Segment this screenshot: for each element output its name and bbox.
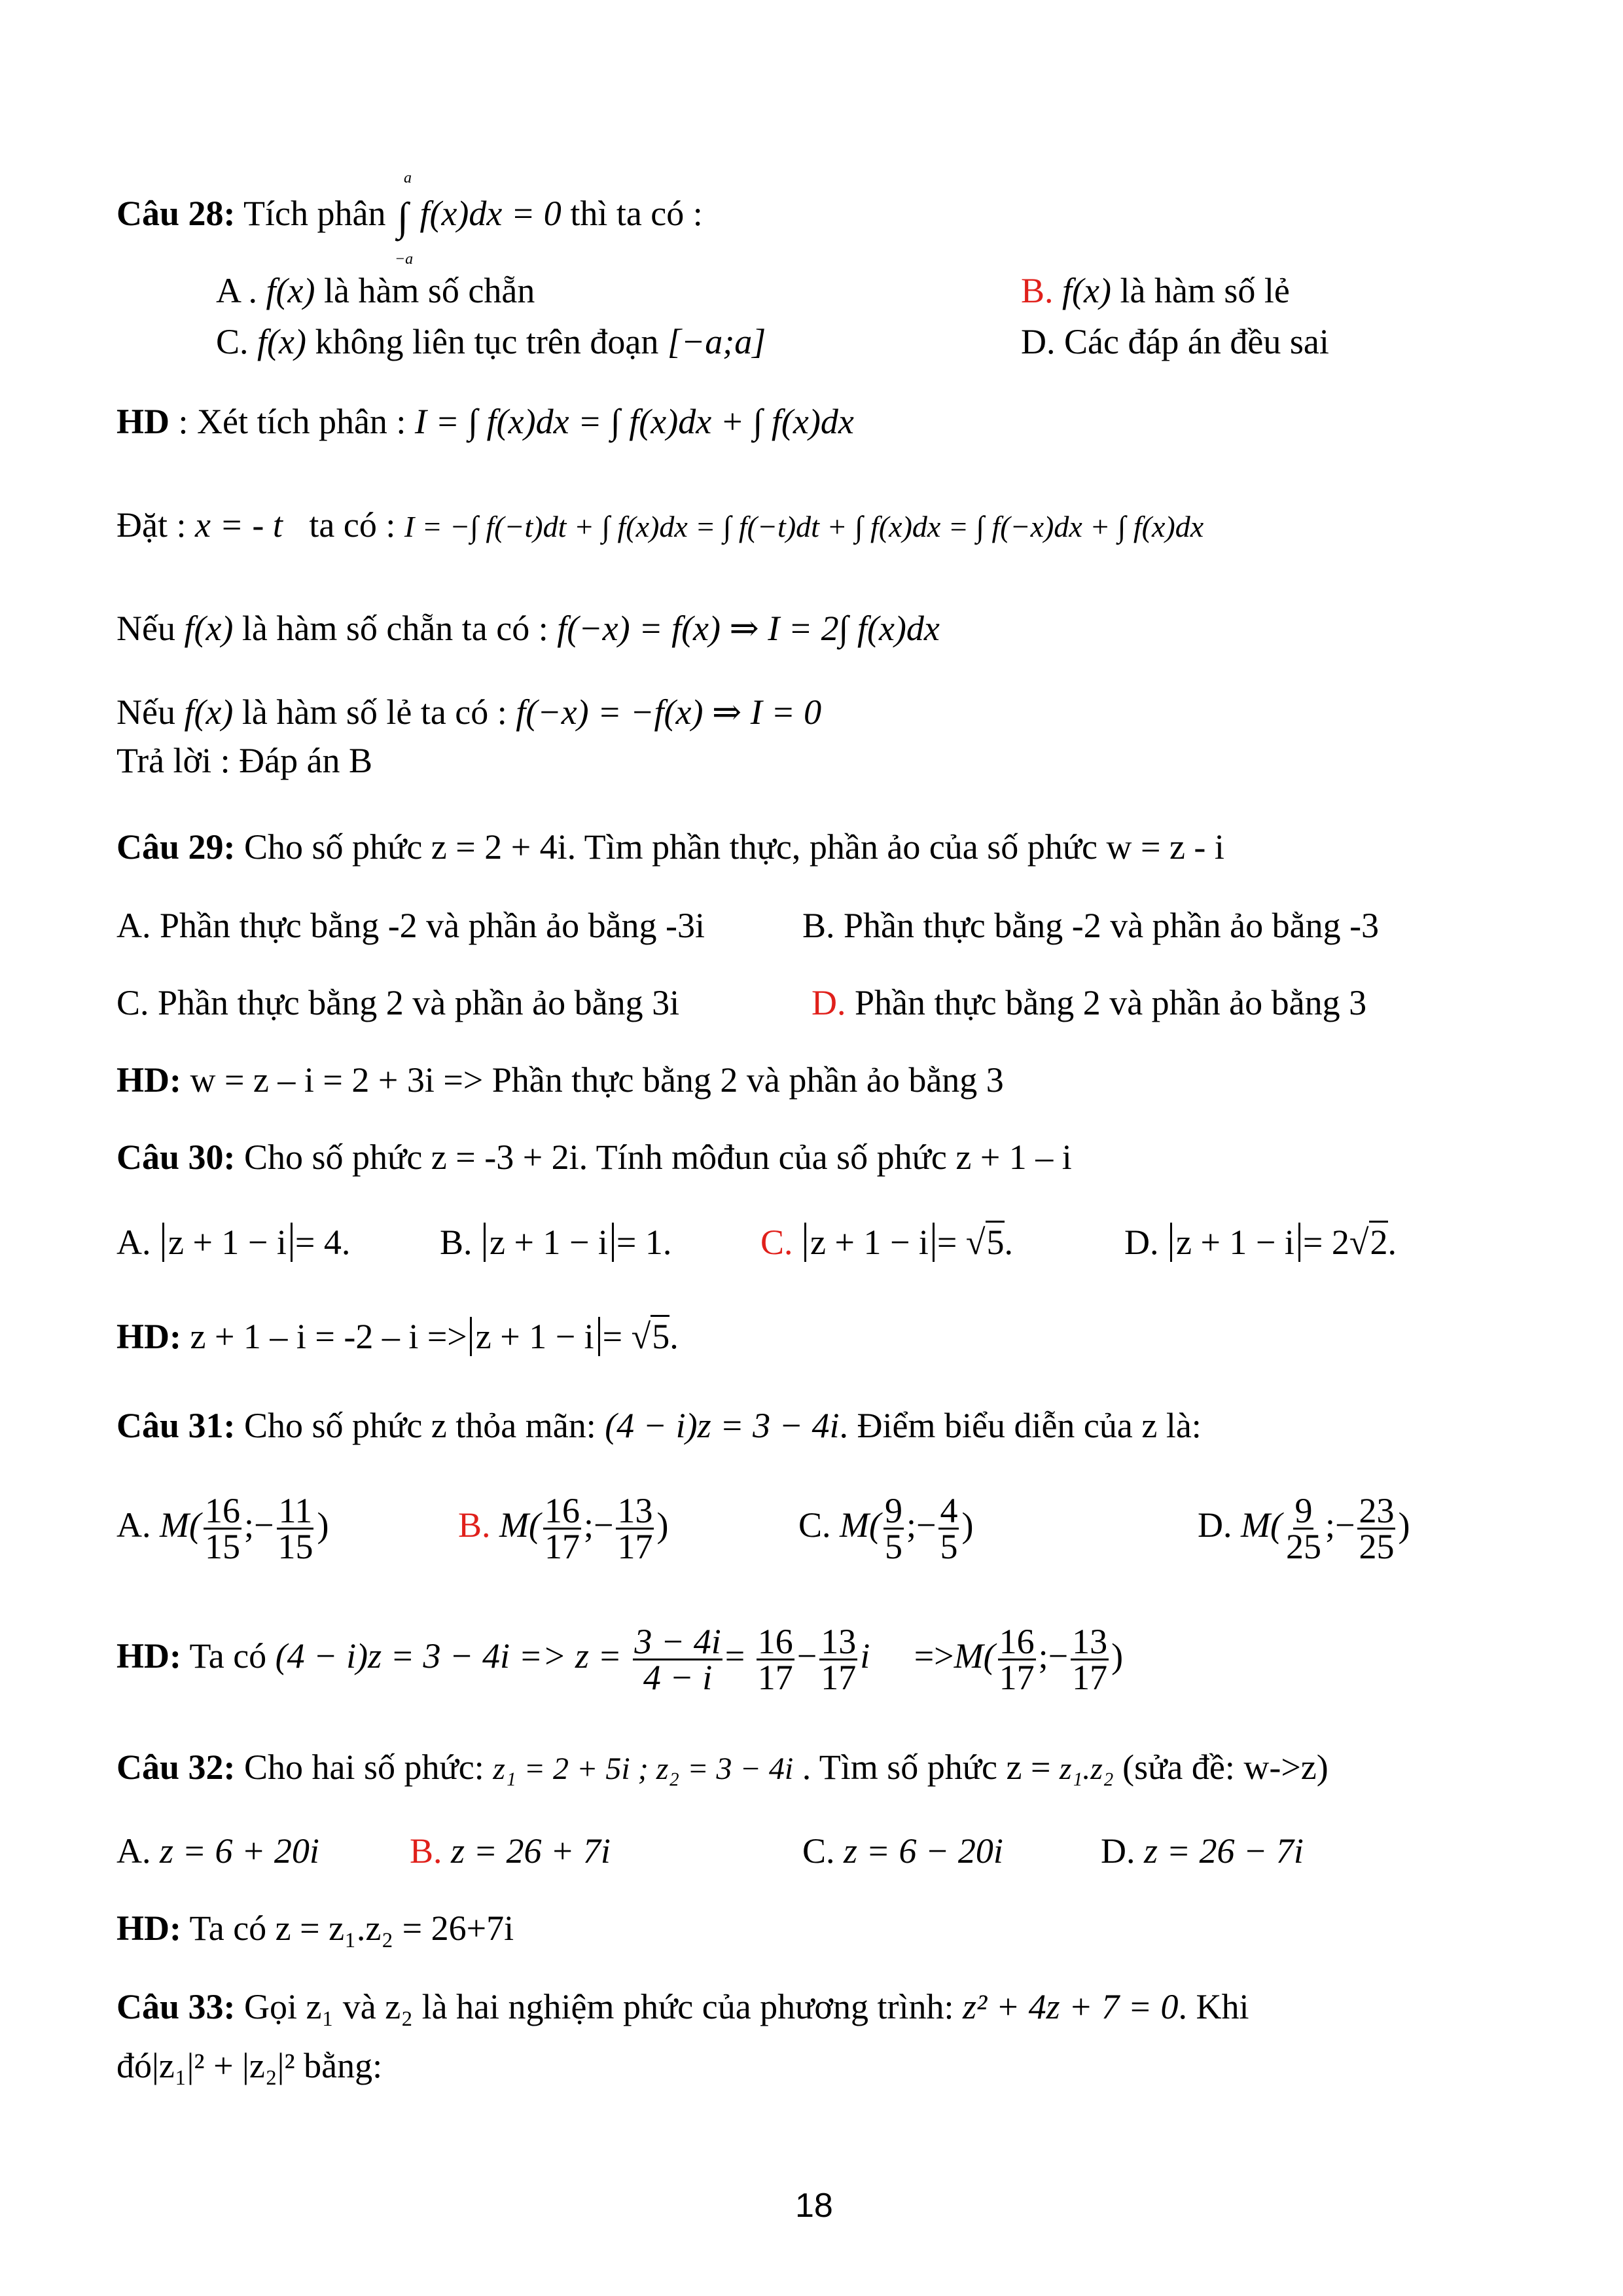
q28-opt-b-math: f(x): [1062, 271, 1111, 310]
fraction: [276, 1491, 314, 1567]
q29-label: Câu 29:: [116, 827, 236, 867]
q28-neu1-expr: f(−x) = f(x) ⇒ I = 2∫ f(x)dx: [557, 609, 940, 648]
q30-opt-a-abs: z + 1 − i: [162, 1223, 293, 1262]
q32-stem-a: Cho hai số phức:: [244, 1748, 484, 1787]
q32-opt-a-prefix: A.: [116, 1831, 151, 1871]
frac-num: 16: [204, 1491, 240, 1531]
integral-sign: ∫ a −a: [394, 169, 414, 268]
q30-opt-c-val: =: [936, 1223, 966, 1262]
q31-opt-d-prefix: D.: [1198, 1505, 1232, 1545]
fraction: [757, 1622, 794, 1698]
q28-opt-a-prefix: A .: [216, 271, 258, 310]
q30-hd-root: 5: [651, 1315, 669, 1356]
q29-stem: [116, 826, 1224, 868]
q32-opt-b-prefix: B.: [410, 1831, 442, 1871]
q28-neu2-expr: f(−x) = −f(x) ⇒ I = 0: [516, 692, 822, 732]
q32-opt-b: [410, 1830, 611, 1872]
q32-opt-d-prefix: D.: [1101, 1831, 1135, 1871]
int-lower: −a: [394, 250, 414, 268]
q28-hd-expr: I = ∫ f(x)dx = ∫ f(x)dx + ∫ f(x)dx: [414, 402, 854, 441]
q33-stem: [116, 1986, 1249, 2028]
frac-num: 13: [1072, 1622, 1108, 1662]
q29-opt-d-text: Phần thực bằng 2 và phần ảo bằng 3: [855, 983, 1367, 1022]
q29-opt-a: A. Phần thực bằng -2 và phần ảo bằng -3i: [116, 906, 705, 945]
q31-opt-a-prefix: A.: [116, 1505, 151, 1545]
q28-opt-c-math: f(x): [257, 322, 306, 361]
q32-opt-b-math: z = 26 + 7i: [451, 1831, 611, 1871]
q29-hd-label: HD:: [116, 1060, 181, 1100]
q28-dat-expr: I = −∫ f(−t)dt + ∫ f(x)dx = ∫ f(−t)dt + ∫ f(x)dx = ∫ f(−x)dx + ∫ f(x)dx: [404, 510, 1204, 543]
q31-stem-a: Cho số phức z thỏa mãn:: [244, 1406, 596, 1445]
frac-den: 17: [1072, 1658, 1108, 1698]
q31-stem-b: . Điểm biểu diễn của z là:: [839, 1406, 1202, 1445]
q29-opt-c: C. Phần thực bằng 2 và phần ảo bằng 3i: [116, 983, 680, 1022]
q30-opt-c-abs: z + 1 − i: [804, 1223, 935, 1262]
q30-opt-b-abs: z + 1 − i: [484, 1223, 614, 1262]
frac-num: 9: [1294, 1491, 1313, 1531]
frac-den: 5: [885, 1527, 902, 1567]
q30-opt-d-abs: z + 1 − i: [1170, 1223, 1300, 1262]
q30-hd: HD: z + 1 – i = -2 – i => z + 1 − i = √5.: [116, 1316, 679, 1357]
q30-opt-c-root: 5: [986, 1221, 1005, 1262]
frac-den: 17: [544, 1527, 580, 1567]
frac-num: 11: [278, 1491, 313, 1531]
q33-stem-math: z² + 4z + 7 = 0: [962, 1987, 1179, 2026]
q31-opt-b-prefix: B.: [458, 1505, 491, 1545]
q32-stem-b: . Tìm số phức z =: [802, 1748, 1051, 1787]
q31-stem: [116, 1405, 1202, 1446]
frac-den: 4 − i: [643, 1658, 713, 1698]
frac-den: 17: [821, 1658, 857, 1698]
q32-opt-a-math: z = 6 + 20i: [160, 1831, 319, 1871]
q28-dat-text: Đặt :: [116, 505, 187, 545]
frac-den: 25: [1285, 1527, 1321, 1567]
q32-opt-a: [116, 1830, 319, 1872]
q33-stem-2: [116, 2045, 382, 2087]
q32-hd-text: Ta có z = z₁.z₂ = 26+7i: [189, 1909, 514, 1948]
q30-label: Câu 30:: [116, 1138, 236, 1177]
q30-hd-text: z + 1 – i = -2 – i =>: [190, 1317, 467, 1356]
frac-num: 4: [940, 1491, 958, 1531]
q33-stem-b: . Khi: [1178, 1987, 1249, 2026]
q31-hd-math: (4 − i)z = 3 − 4i => z =: [275, 1636, 622, 1676]
q30-stem: [116, 1136, 1072, 1178]
q32-stem: [116, 1746, 1329, 1790]
q28-label: Câu 28:: [116, 194, 236, 233]
q31-hd-arrow: =>: [914, 1636, 954, 1676]
q32-opt-d: [1101, 1830, 1304, 1872]
fraction: [938, 1491, 959, 1567]
frac-num: 23: [1359, 1491, 1395, 1531]
q30-opt-d: D. z + 1 − i = 2√2.: [1124, 1221, 1397, 1263]
q28-opt-d: D. Các đáp án đều sai: [1021, 322, 1329, 361]
q32-stem-math2: z₁.z₂: [1059, 1751, 1114, 1786]
q28-neu1: [116, 607, 940, 649]
q32-label: Câu 32:: [116, 1748, 236, 1787]
q33-stem-c-math: |z₁|² + |z₂|²: [152, 2046, 295, 2085]
q33-stem-c-b: bằng:: [304, 2046, 383, 2085]
q28-dat-taco: ta có :: [309, 505, 396, 545]
q30-opt-b: [440, 1221, 671, 1263]
q28-answer: Trả lời : Đáp án B: [116, 741, 373, 780]
q28-neu2-b: là hàm số lẻ ta có :: [241, 692, 507, 732]
page-number: 18: [795, 2187, 833, 2225]
q29-hd-text: w = z – i = 2 + 3i => Phần thực bằng 2 và phần ảo bằng 3: [190, 1060, 1004, 1100]
q33-stem-c-a: đó: [116, 2046, 152, 2085]
q28-stem-b: thì ta có :: [570, 194, 703, 233]
q28-neu2: [116, 691, 821, 733]
q32-opt-c: [802, 1830, 1003, 1872]
q30-opts: [116, 1221, 350, 1263]
frac-num: 9: [885, 1491, 902, 1531]
q30-opt-a-prefix: A.: [116, 1223, 151, 1262]
q31-opt-d: D. M( $\frac{9}{25}$ ;− $\frac{23}{25}$ ): [1198, 1491, 1410, 1567]
fraction: [1285, 1491, 1323, 1567]
q30-hd-abs: z + 1 − i: [470, 1317, 600, 1356]
frac-num: 3 − 4i: [634, 1622, 721, 1662]
frac-den: 15: [204, 1527, 240, 1567]
q32-opt-c-math: z = 6 − 20i: [844, 1831, 1003, 1871]
q33-stem-a: Gọi z₁ và z₂ là hai nghiệm phức của phương trình:: [244, 1987, 954, 2026]
q28-integral-expr: f(x)dx = 0: [419, 194, 562, 233]
q28-hd-text: : Xét tích phân :: [178, 402, 406, 441]
q28-neu1-b: là hàm số chẵn ta có :: [241, 609, 548, 648]
frac-den: 15: [277, 1527, 313, 1567]
fraction: [998, 1622, 1036, 1698]
frac-den: 25: [1359, 1527, 1395, 1567]
q32-hd: [116, 1907, 514, 1949]
q28-neu1-a: Nếu: [116, 609, 175, 648]
q28-opt-c-prefix: C.: [216, 322, 249, 361]
frac-den: 17: [999, 1658, 1035, 1698]
q30-opt-a-val: = 4.: [294, 1223, 351, 1262]
fraction: [1357, 1491, 1395, 1567]
q28-neu1-math: f(x): [184, 609, 234, 648]
q28-opt-b-prefix: B.: [1021, 271, 1054, 310]
q28-neu2-math: f(x): [184, 692, 234, 732]
q30-hd-label: HD:: [116, 1317, 181, 1356]
q33-label: Câu 33:: [116, 1987, 236, 2026]
frac-den: 5: [940, 1527, 958, 1567]
q28-stem-a: Tích phân: [243, 194, 386, 233]
q28-hd-label: HD: [116, 402, 169, 441]
fraction: [616, 1491, 654, 1567]
fraction: [1071, 1622, 1109, 1698]
q30-stem-text: Cho số phức z = -3 + 2i. Tính môđun của số phức z + 1 – i: [244, 1138, 1072, 1177]
q28-opt-b: [1021, 270, 1290, 312]
frac-den: 17: [617, 1527, 653, 1567]
q29-opt-d: [812, 982, 1366, 1024]
q30-opt-c-prefix: C.: [760, 1223, 793, 1262]
q29-hd: [116, 1059, 1004, 1101]
q31-opt-c: C. M( $\frac{9}{5}$ ;− $\frac{4}{5}$ ): [798, 1491, 974, 1567]
q28-opt-a-text: là hàm số chẵn: [323, 271, 535, 310]
q29-opt-d-prefix: D.: [812, 983, 846, 1022]
q30-opt-d-prefix: D.: [1124, 1223, 1159, 1262]
q28-opt-c: [216, 321, 766, 363]
q28-opt-a: [216, 270, 535, 312]
q30-opt-d-root: 2: [1369, 1221, 1388, 1262]
q28-dat: [116, 504, 1204, 548]
q29-stem-text: Cho số phức z = 2 + 4i. Tìm phần thực, phần ảo của số phức w = z - i: [244, 827, 1224, 867]
frac-num: 16: [999, 1622, 1035, 1662]
frac-den: 17: [757, 1658, 793, 1698]
q31-opt-a: A. M( $\frac{16}{15}$ ;− $\frac{11}{15}$ ): [116, 1491, 329, 1567]
int-upper: a: [403, 169, 412, 187]
q30-opt-b-val: = 1.: [616, 1223, 672, 1262]
fraction: [204, 1491, 241, 1567]
q31-hd-a: Ta có: [189, 1636, 267, 1676]
fraction: [633, 1622, 722, 1698]
q28-opt-a-math: f(x): [266, 271, 315, 310]
q30-opt-d-val: = 2: [1302, 1223, 1349, 1262]
fraction: [543, 1491, 581, 1567]
q32-opt-d-math: z = 26 − 7i: [1144, 1831, 1304, 1871]
q30-opt-b-prefix: B.: [440, 1223, 473, 1262]
q32-hd-label: HD:: [116, 1909, 181, 1948]
fraction: [883, 1491, 904, 1567]
q31-stem-math: (4 − i)z = 3 − 4i: [605, 1406, 840, 1445]
q28-opt-b-text: là hàm số lẻ: [1120, 271, 1290, 310]
q31-label: Câu 31:: [116, 1406, 236, 1445]
fraction: [819, 1622, 857, 1698]
frac-num: 13: [821, 1622, 857, 1662]
frac-num: 13: [617, 1491, 653, 1531]
q28-stem: [116, 169, 703, 268]
q28-neu2-a: Nếu: [116, 692, 175, 732]
q30-opt-c: C. z + 1 − i = √5.: [760, 1221, 1013, 1263]
q31-hd: HD: Ta có (4 − i)z = 3 − 4i => z = $\frac{3 - 4i}{4 - i}$ = $\frac{16}{17}$ − $\frac{13}{17}$ i =>M( $\frac{16}{17}$ ;− $\frac{13}{17}$ ): [116, 1622, 1124, 1698]
q28-dat-sub: x = - t: [194, 505, 283, 545]
q28-hd: [116, 401, 854, 442]
q32-opt-c-prefix: C.: [802, 1831, 835, 1871]
q32-stem-c: (sửa đề: w->z): [1122, 1748, 1329, 1787]
q31-opt-b: B. M( $\frac{16}{17}$ ;− $\frac{13}{17}$ ): [458, 1491, 669, 1567]
q29-opt-b: B. Phần thực bằng -2 và phần ảo bằng -3: [802, 906, 1380, 945]
q31-hd-label: HD:: [116, 1636, 181, 1676]
q32-stem-math: z₁ = 2 + 5i ; z₂ = 3 − 4i: [493, 1751, 794, 1786]
frac-num: 16: [544, 1491, 580, 1531]
frac-num: 16: [757, 1622, 793, 1662]
q28-opt-c-interval: [−a;a]: [667, 322, 766, 361]
q28-opt-c-text: không liên tục trên đoạn: [315, 322, 659, 361]
q31-opt-c-prefix: C.: [798, 1505, 831, 1545]
